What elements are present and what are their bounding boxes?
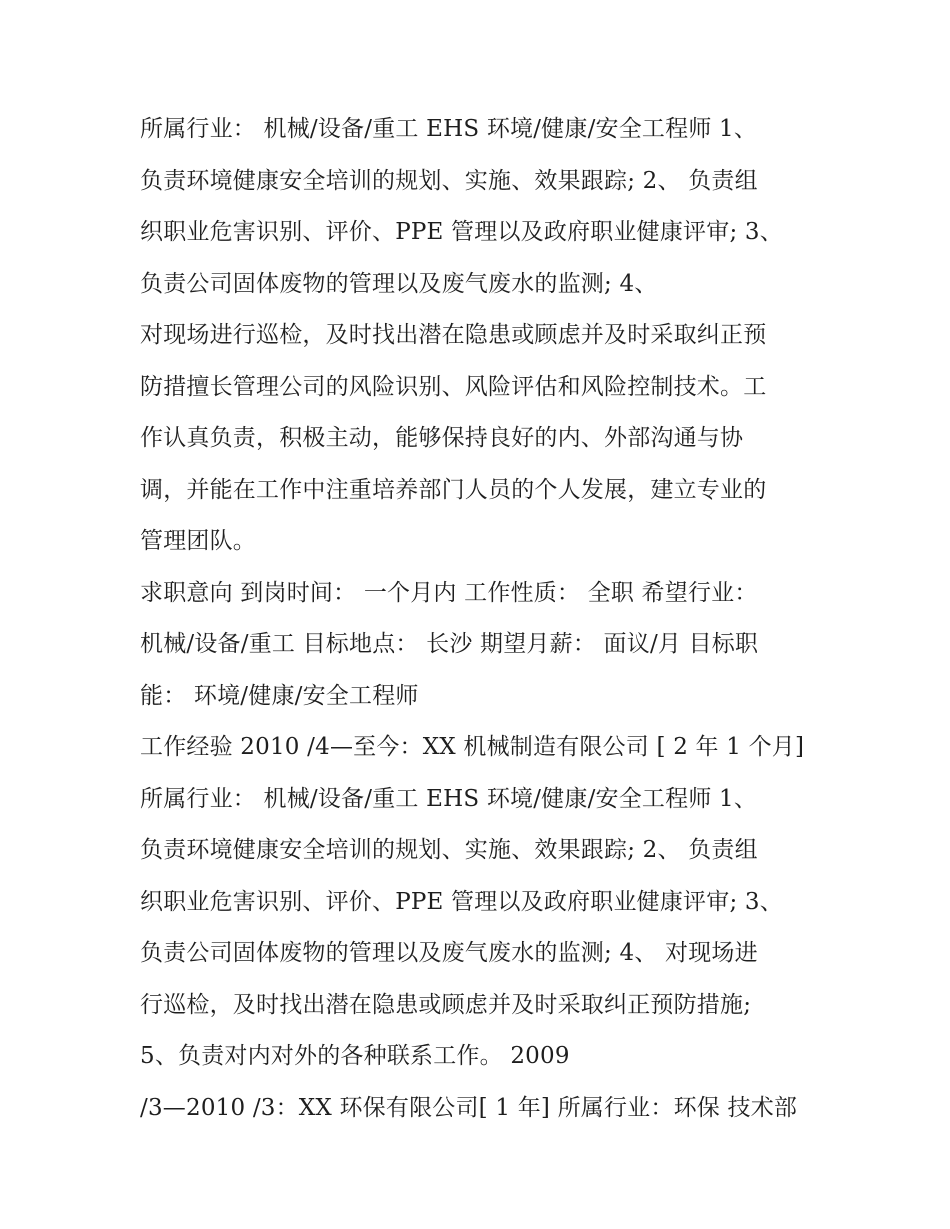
text-line: 所属行业： 机械/设备/重工 EHS 环境/健康/安全工程师 1、 [140, 785, 758, 812]
job-intention-line: 求职意向 到岗时间： 一个月内 工作性质： 全职 希望行业： [140, 579, 758, 606]
text-line: 对现场进行巡检，及时找出潜在隐患或顾虑并及时采取纠正预 [140, 322, 767, 348]
text-line: /3—2010 /3：XX 环保有限公司[ 1 年] 所属行业：环保 技术部 [140, 1094, 798, 1121]
text-line: 织职业危害识别、评价、PPE 管理以及政府职业健康评审; 3、 [140, 219, 783, 245]
text-line: 所属行业： 机械/设备/重工 EHS 环境/健康/安全工程师 1、 [140, 116, 758, 142]
text-line: 能： 环境/健康/安全工程师 [140, 682, 419, 709]
text-line: 负责公司固体废物的管理以及废气废水的监测; 4、 对现场进 [140, 940, 758, 966]
work-experience-line: 工作经验 2010 /4—至今：XX 机械制造有限公司 [ 2 年 1 个月] [140, 734, 805, 760]
resume-text-block [140, 104, 820, 1134]
text-line: 管理团队。 [140, 528, 256, 554]
text-line: 负责公司固体废物的管理以及废气废水的监测; 4、 [140, 270, 658, 297]
text-line: 作认真负责，积极主动，能够保持良好的内、外部沟通与协 [140, 425, 744, 451]
text-line: 织职业危害识别、评价、PPE 管理以及政府职业健康评审; 3、 [140, 888, 783, 915]
text-line: 调，并能在工作中注重培养部门人员的个人发展，建立专业的 [140, 476, 767, 503]
text-line: 负责环境健康安全培训的规划、实施、效果跟踪; 2、 负责组 [140, 837, 758, 863]
text-line: 负责环境健康安全培训的规划、实施、效果跟踪; 2、 负责组 [140, 167, 758, 194]
text-line: 5、负责对内对外的各种联系工作。 2009 [140, 1043, 570, 1069]
text-line: 机械/设备/重工 目标地点： 长沙 期望月薪： 面议/月 目标职 [140, 631, 759, 657]
text-line: 行巡检，及时找出潜在隐患或顾虑并及时采取纠正预防措施; [140, 991, 752, 1018]
text-line: 防措擅长管理公司的风险识别、风险评估和风险控制技术。工 [140, 373, 767, 400]
